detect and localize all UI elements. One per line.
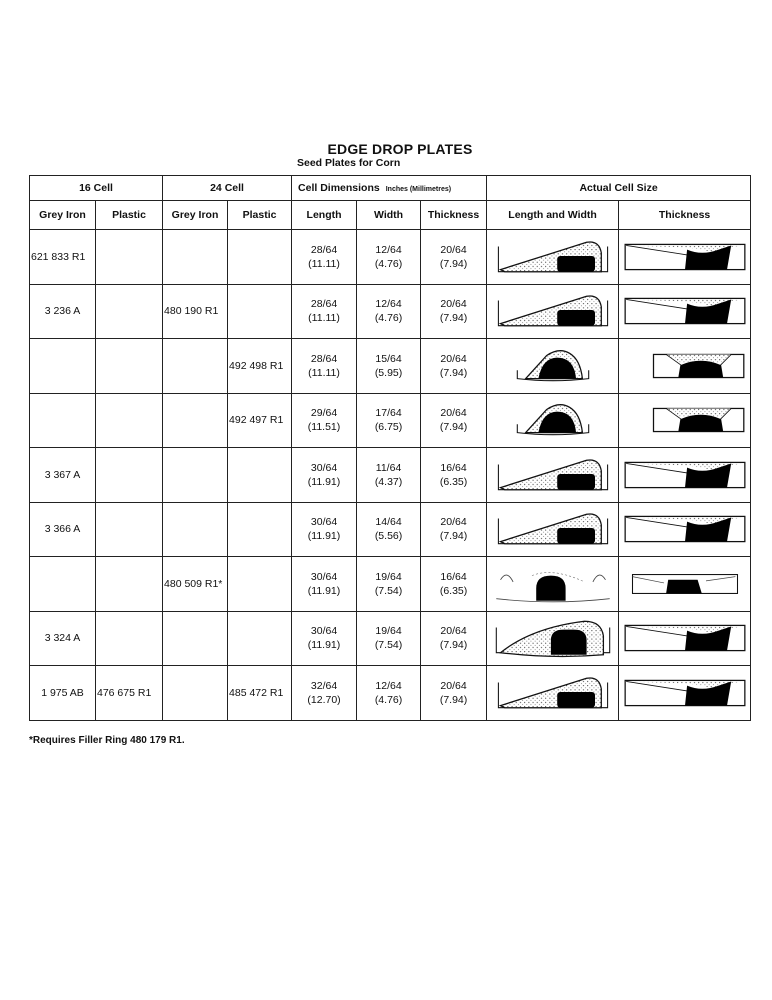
thickness-mm: (7.94) <box>439 312 468 325</box>
wedge-cell-diagram <box>487 448 619 503</box>
thickness-cell <box>421 557 487 612</box>
length-cell <box>292 284 357 339</box>
col-thickness: Thickness <box>421 201 487 230</box>
grey-iron-24-part: 480 190 R1 <box>163 284 228 339</box>
width-mm: (4.37) <box>374 475 403 488</box>
width-cell <box>357 448 421 503</box>
grey-iron-24-part <box>163 502 228 557</box>
width-mm: (5.95) <box>374 366 403 379</box>
width-mm: (7.54) <box>374 639 403 652</box>
width-cell <box>357 393 421 448</box>
length-inches: 30/64 <box>310 461 338 474</box>
length-cell <box>292 393 357 448</box>
plastic-24-part <box>228 230 292 285</box>
grey-iron-16-part <box>30 393 96 448</box>
length-cell <box>292 557 357 612</box>
plastic-24-part <box>228 284 292 339</box>
wedge-thickness-diagram <box>619 284 751 339</box>
table-row <box>30 339 751 394</box>
thickness-inches: 20/64 <box>440 625 467 638</box>
thickness-inches: 20/64 <box>440 243 467 256</box>
grey-iron-24-part <box>163 448 228 503</box>
length-mm: (11.91) <box>307 639 341 652</box>
dome-cell-diagram <box>487 339 619 394</box>
page-title: EDGE DROP PLATES <box>327 141 473 157</box>
grey-iron-24-part <box>163 611 228 666</box>
length-mm: (11.91) <box>307 475 341 488</box>
plastic-24-part <box>228 448 292 503</box>
grey-iron-24-part <box>163 393 228 448</box>
table-row <box>30 502 751 557</box>
width-cell <box>357 666 421 721</box>
table-row <box>30 666 751 721</box>
col-grey-iron-16: Grey Iron <box>30 201 96 230</box>
plastic-16-part <box>96 611 163 666</box>
thickness-inches: 20/64 <box>440 352 467 365</box>
width-mm: (5.56) <box>374 530 403 543</box>
width-inches: 19/64 <box>375 570 402 583</box>
width-inches: 19/64 <box>375 625 402 638</box>
width-mm: (4.76) <box>374 257 403 270</box>
width-mm: (4.76) <box>374 312 403 325</box>
length-inches: 28/64 <box>310 352 338 365</box>
grey-iron-16-part <box>30 339 96 394</box>
length-cell <box>292 502 357 557</box>
grey-iron-16-part <box>30 557 96 612</box>
width-cell <box>357 284 421 339</box>
table-row <box>30 448 751 503</box>
plastic-16-part <box>96 502 163 557</box>
length-inches: 28/64 <box>310 243 338 256</box>
wedge-thickness-diagram <box>619 611 751 666</box>
large-wedge-cell-diagram <box>487 611 619 666</box>
cell-dimensions-label: Cell Dimensions <box>298 182 380 194</box>
plastic-24-part <box>228 502 292 557</box>
wedge-thickness-diagram <box>619 502 751 557</box>
wedge-thickness-diagram <box>619 666 751 721</box>
table-row <box>30 230 751 285</box>
grey-iron-24-part <box>163 230 228 285</box>
thickness-cell <box>421 448 487 503</box>
grey-iron-24-part: 480 509 R1* <box>163 557 228 612</box>
grey-iron-16-part: 621 833 R1 <box>30 230 96 285</box>
col-width: Width <box>357 201 421 230</box>
table-row <box>30 557 751 612</box>
plastic-16-part <box>96 284 163 339</box>
thickness-mm: (7.94) <box>439 257 468 270</box>
length-inches: 30/64 <box>310 625 338 638</box>
thickness-inches: 16/64 <box>440 570 467 583</box>
wedge-cell-diagram <box>487 230 619 285</box>
grey-iron-16-part: 3 236 A <box>30 284 96 339</box>
thickness-inches: 20/64 <box>440 298 467 311</box>
width-mm: (6.75) <box>374 421 403 434</box>
grey-iron-16-part: 3 366 A <box>30 502 96 557</box>
col-length-and-width: Length and Width <box>487 201 619 230</box>
thickness-mm: (7.94) <box>439 693 468 706</box>
length-mm: (12.70) <box>307 693 341 706</box>
length-inches: 32/64 <box>310 679 338 692</box>
length-inches: 29/64 <box>310 407 338 420</box>
width-inches: 15/64 <box>375 352 402 365</box>
col-thickness-figure: Thickness <box>619 201 751 230</box>
length-cell <box>292 339 357 394</box>
width-inches: 12/64 <box>375 243 402 256</box>
header-actual-cell-size: Actual Cell Size <box>487 176 751 201</box>
width-inches: 17/64 <box>375 407 402 420</box>
flat-thickness-diagram <box>619 557 751 612</box>
wedge-cell-diagram <box>487 666 619 721</box>
table-row <box>30 393 751 448</box>
plastic-16-part <box>96 448 163 503</box>
width-inches: 12/64 <box>375 679 402 692</box>
length-inches: 30/64 <box>310 570 338 583</box>
table-row <box>30 284 751 339</box>
dome-cell-diagram <box>487 393 619 448</box>
wedge-thickness-diagram <box>619 230 751 285</box>
length-mm: (11.11) <box>308 366 340 379</box>
plastic-16-part <box>96 339 163 394</box>
length-inches: 30/64 <box>310 516 338 529</box>
grey-iron-16-part: 3 324 A <box>30 611 96 666</box>
table-row <box>30 611 751 666</box>
plastic-16-part <box>96 557 163 612</box>
trapezoid-thickness-diagram <box>619 339 751 394</box>
plastic-24-part <box>228 611 292 666</box>
length-mm: (11.11) <box>308 312 340 325</box>
length-cell <box>292 230 357 285</box>
wedge-cell-diagram <box>487 502 619 557</box>
open-dome-cell-diagram <box>487 557 619 612</box>
thickness-cell <box>421 393 487 448</box>
footnote: *Requires Filler Ring 480 179 R1. <box>29 735 185 746</box>
width-inches: 14/64 <box>375 516 402 529</box>
header-cell-dimensions <box>292 176 487 201</box>
wedge-cell-diagram <box>487 284 619 339</box>
units-label: Inches (Millimetres) <box>385 186 452 193</box>
thickness-mm: (6.35) <box>439 584 468 597</box>
plastic-24-part: 492 498 R1 <box>228 339 292 394</box>
plastic-24-part: 485 472 R1 <box>228 666 292 721</box>
width-cell <box>357 557 421 612</box>
width-mm: (4.76) <box>374 693 403 706</box>
col-length: Length <box>292 201 357 230</box>
plastic-16-part <box>96 230 163 285</box>
grey-iron-16-part: 3 367 A <box>30 448 96 503</box>
trapezoid-thickness-diagram <box>619 393 751 448</box>
thickness-inches: 20/64 <box>440 516 467 529</box>
col-plastic-24: Plastic <box>228 201 292 230</box>
plastic-24-part: 492 497 R1 <box>228 393 292 448</box>
length-inches: 28/64 <box>310 298 338 311</box>
thickness-inches: 16/64 <box>440 461 467 474</box>
thickness-cell <box>421 502 487 557</box>
header-24-cell: 24 Cell <box>163 176 292 201</box>
thickness-inches: 20/64 <box>440 679 467 692</box>
length-mm: (11.91) <box>307 584 341 597</box>
seed-plates-table <box>29 175 751 721</box>
thickness-cell <box>421 339 487 394</box>
width-cell <box>357 502 421 557</box>
grey-iron-24-part <box>163 339 228 394</box>
thickness-mm: (7.94) <box>439 639 468 652</box>
thickness-cell <box>421 284 487 339</box>
grey-iron-16-part: 1 975 AB <box>30 666 96 721</box>
length-cell <box>292 448 357 503</box>
thickness-mm: (7.94) <box>439 530 468 543</box>
plastic-24-part <box>228 557 292 612</box>
width-cell <box>357 611 421 666</box>
width-cell <box>357 339 421 394</box>
width-inches: 11/64 <box>375 461 402 474</box>
width-cell <box>357 230 421 285</box>
header-row-group <box>30 176 751 201</box>
width-inches: 12/64 <box>375 298 402 311</box>
thickness-mm: (7.94) <box>439 366 468 379</box>
thickness-mm: (7.94) <box>439 421 468 434</box>
col-grey-iron-24: Grey Iron <box>163 201 228 230</box>
wedge-thickness-diagram <box>619 448 751 503</box>
plastic-16-part <box>96 393 163 448</box>
page-subtitle: Seed Plates for Corn <box>297 157 401 169</box>
grey-iron-24-part <box>163 666 228 721</box>
header-row-columns <box>30 201 751 230</box>
header-16-cell: 16 Cell <box>30 176 163 201</box>
length-mm: (11.11) <box>308 257 340 270</box>
col-plastic-16: Plastic <box>96 201 163 230</box>
length-cell <box>292 666 357 721</box>
thickness-cell <box>421 230 487 285</box>
width-mm: (7.54) <box>374 584 403 597</box>
length-cell <box>292 611 357 666</box>
length-mm: (11.91) <box>307 530 341 543</box>
thickness-mm: (6.35) <box>439 475 468 488</box>
thickness-inches: 20/64 <box>440 407 467 420</box>
thickness-cell <box>421 666 487 721</box>
plastic-16-part: 476 675 R1 <box>96 666 163 721</box>
thickness-cell <box>421 611 487 666</box>
length-mm: (11.51) <box>307 421 341 434</box>
